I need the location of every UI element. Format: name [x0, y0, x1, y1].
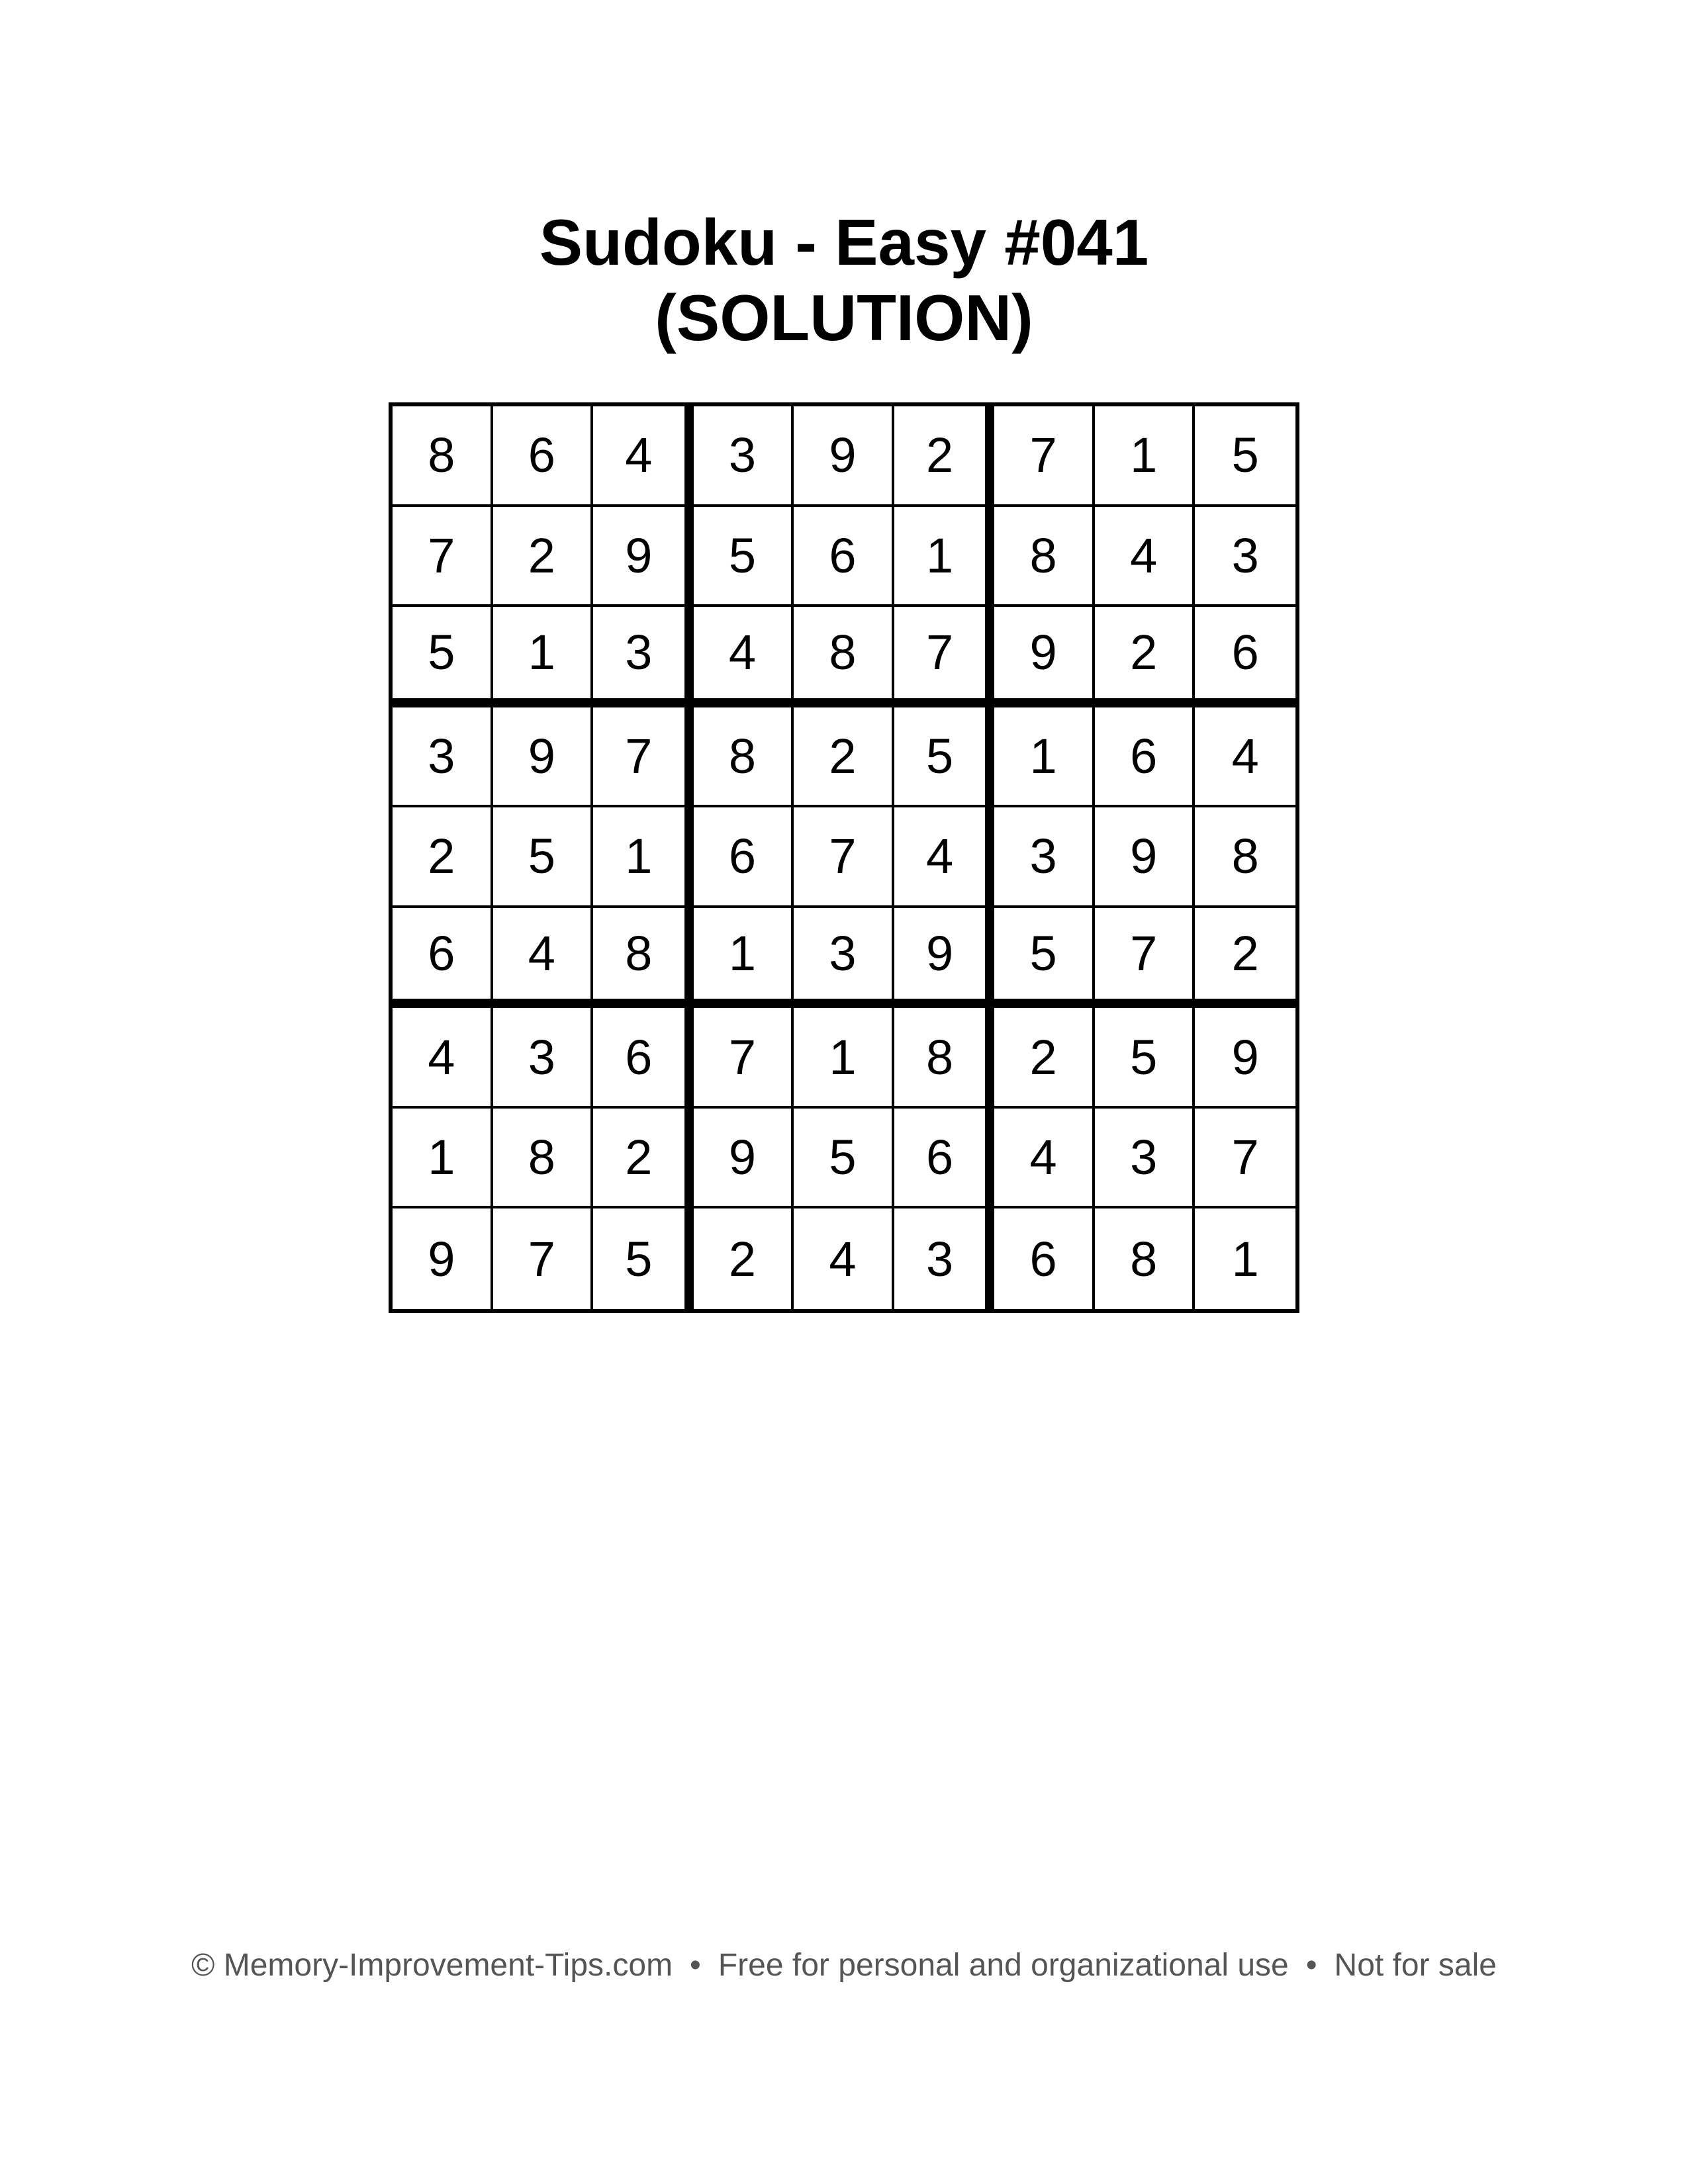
- footer-usage: Free for personal and organizational use: [718, 1948, 1289, 1983]
- sudoku-cell: 7: [994, 406, 1095, 507]
- sudoku-cell: 9: [1195, 1008, 1295, 1109]
- sudoku-cell: 2: [694, 1208, 794, 1309]
- sudoku-cell: 3: [493, 1008, 594, 1109]
- sudoku-cell: 3: [994, 807, 1095, 908]
- sudoku-cell: 3: [393, 707, 493, 808]
- sudoku-cell: 6: [493, 406, 594, 507]
- sudoku-cell: 5: [994, 908, 1095, 1009]
- sudoku-cell: 2: [1095, 607, 1196, 707]
- sudoku-cell: 5: [1095, 1008, 1196, 1109]
- footer-separator: •: [690, 1948, 701, 1983]
- sudoku-cell: 3: [694, 406, 794, 507]
- sudoku-cell: 1: [493, 607, 594, 707]
- sudoku-cell: 5: [593, 1208, 694, 1309]
- sudoku-cell: 1: [393, 1109, 493, 1209]
- sudoku-cell: 9: [593, 507, 694, 608]
- sudoku-cell: 5: [1195, 406, 1295, 507]
- sudoku-cell: 9: [393, 1208, 493, 1309]
- sudoku-cell: 4: [694, 607, 794, 707]
- sudoku-cell: 8: [994, 507, 1095, 608]
- sudoku-cell: 8: [393, 406, 493, 507]
- sudoku-cell: 2: [393, 807, 493, 908]
- footer: [0, 1946, 1688, 1985]
- sudoku-cell: 3: [593, 607, 694, 707]
- sudoku-cell: 4: [393, 1008, 493, 1109]
- sudoku-cell: 1: [694, 908, 794, 1009]
- puzzle-title: Sudoku - Easy #041: [539, 206, 1149, 279]
- sudoku-cell: 2: [794, 707, 894, 808]
- puzzle-subtitle: (SOLUTION): [655, 281, 1033, 354]
- sudoku-cell: 1: [1095, 406, 1196, 507]
- sudoku-cell: 9: [1095, 807, 1196, 908]
- sudoku-cell: 5: [794, 1109, 894, 1209]
- sudoku-cell: 7: [493, 1208, 594, 1309]
- sudoku-cell: 2: [1195, 908, 1295, 1009]
- sudoku-cell: 1: [994, 707, 1095, 808]
- sudoku-cell: 5: [894, 707, 995, 808]
- sudoku-cell: 6: [694, 807, 794, 908]
- footer-copyright: © Memory-Improvement-Tips.com: [191, 1948, 673, 1983]
- sudoku-cell: 4: [794, 1208, 894, 1309]
- sudoku-cell: 3: [1195, 507, 1295, 608]
- sudoku-cell: 9: [794, 406, 894, 507]
- sudoku-cell: 6: [593, 1008, 694, 1109]
- sudoku-cell: 5: [694, 507, 794, 608]
- sudoku-cell: 7: [1195, 1109, 1295, 1209]
- sudoku-cell: 2: [493, 507, 594, 608]
- sudoku-cell: 9: [694, 1109, 794, 1209]
- sudoku-cell: 5: [393, 607, 493, 707]
- sudoku-grid: [389, 402, 1299, 1313]
- sudoku-cell: 1: [794, 1008, 894, 1109]
- sudoku-cell: 7: [894, 607, 995, 707]
- footer-sale: Not for sale: [1334, 1948, 1497, 1983]
- sudoku-cell: 6: [894, 1109, 995, 1209]
- sudoku-cell: 2: [894, 406, 995, 507]
- sudoku-cell: 1: [894, 507, 995, 608]
- sudoku-cell: 8: [894, 1008, 995, 1109]
- sudoku-cell: 3: [894, 1208, 995, 1309]
- sudoku-cell: 6: [1095, 707, 1196, 808]
- sudoku-cell: 7: [694, 1008, 794, 1109]
- sudoku-cell: 7: [1095, 908, 1196, 1009]
- sudoku-cell: 2: [593, 1109, 694, 1209]
- sudoku-cell: 7: [393, 507, 493, 608]
- sudoku-cell: 1: [593, 807, 694, 908]
- sudoku-cell: 9: [994, 607, 1095, 707]
- sudoku-cell: 9: [493, 707, 594, 808]
- sudoku-cell: 4: [894, 807, 995, 908]
- sudoku-cell: 1: [1231, 1231, 1259, 1287]
- sudoku-cell: 4: [493, 908, 594, 1009]
- sudoku-cell: 8: [593, 908, 694, 1009]
- sudoku-cell: 9: [894, 908, 995, 1009]
- sudoku-cell: 4: [593, 406, 694, 507]
- sudoku-cell: 8: [493, 1109, 594, 1209]
- sudoku-cell: 3: [1095, 1109, 1196, 1209]
- sudoku-cell: 8: [794, 607, 894, 707]
- sudoku-cell: 4: [994, 1109, 1095, 1209]
- sudoku-cell: 6: [1195, 607, 1295, 707]
- footer-separator: •: [1305, 1948, 1317, 1983]
- sudoku-cell: 7: [593, 707, 694, 808]
- sudoku-cell: 6: [794, 507, 894, 608]
- sudoku-cell: 4: [1195, 707, 1295, 808]
- sudoku-cell: 8: [1195, 807, 1295, 908]
- sudoku-cell: 4: [1095, 507, 1196, 608]
- sudoku-cell: 6: [393, 908, 493, 1009]
- sudoku-cell: 8: [694, 707, 794, 808]
- sudoku-cell: 6: [994, 1208, 1095, 1309]
- sudoku-cell: 8: [1095, 1208, 1196, 1309]
- sudoku-cell: 7: [794, 807, 894, 908]
- sudoku-cell: 5: [493, 807, 594, 908]
- sudoku-cell: 3: [794, 908, 894, 1009]
- sudoku-cell: 2: [994, 1008, 1095, 1109]
